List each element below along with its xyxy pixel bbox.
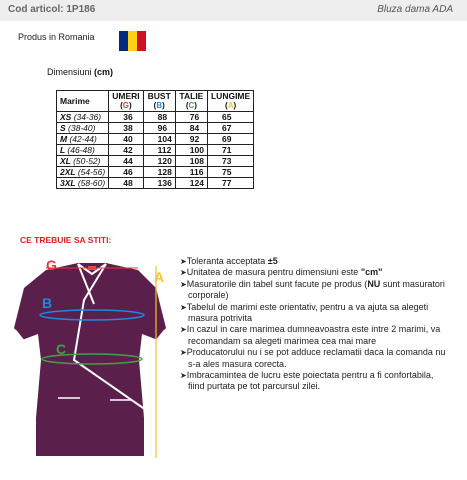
flag-stripe-red bbox=[137, 31, 146, 51]
label-g: G bbox=[46, 257, 57, 273]
arrow-icon: ➤ bbox=[180, 325, 187, 335]
note-after: sunt masuratori corporale) bbox=[188, 278, 445, 301]
size-cell bbox=[57, 156, 109, 167]
product-name: Bluza dama ADA bbox=[377, 4, 453, 15]
table-row bbox=[57, 156, 254, 167]
column-letter-value: A bbox=[227, 101, 234, 110]
value-cell: 108 bbox=[175, 156, 207, 167]
flag-stripe-blue bbox=[119, 31, 128, 51]
note-text: Toleranta acceptata bbox=[186, 256, 268, 266]
size-cell bbox=[57, 178, 109, 189]
column-header bbox=[175, 91, 207, 112]
size-cell bbox=[57, 134, 109, 145]
value-cell: 96 bbox=[143, 123, 175, 134]
size-label: 3XL bbox=[60, 178, 76, 188]
romania-flag-icon bbox=[119, 31, 146, 51]
value-cell: 100 bbox=[175, 145, 207, 156]
value-cell: 92 bbox=[175, 134, 207, 145]
dimensions-unit: (cm) bbox=[94, 67, 114, 77]
column-letter-value: G bbox=[122, 101, 130, 110]
size-label: M bbox=[60, 134, 68, 144]
note-item bbox=[180, 347, 452, 370]
size-cell bbox=[57, 123, 109, 134]
size-label: XS bbox=[60, 112, 72, 122]
column-label: BUST bbox=[147, 91, 171, 101]
dimensions-title-text: Dimensiuni bbox=[47, 67, 92, 77]
note-item bbox=[180, 267, 452, 278]
size-cell bbox=[57, 112, 109, 123]
size-label: L bbox=[60, 145, 66, 155]
value-cell: 67 bbox=[207, 123, 253, 134]
size-cell bbox=[57, 167, 109, 178]
flag-stripe-yellow bbox=[128, 31, 137, 51]
column-letter: (B) bbox=[153, 101, 165, 110]
note-text: In cazul in care marimea dumneavoastra este intre 2 marimi, va recomandam sa alegeti marimea cea mai mare bbox=[186, 324, 441, 346]
value-cell: 71 bbox=[207, 145, 253, 156]
value-cell: 44 bbox=[109, 156, 143, 167]
note-text: Masuratorile din tabel sunt facute pe produs ( bbox=[186, 278, 368, 289]
value-cell: 128 bbox=[143, 167, 175, 178]
size-range: (34-36) bbox=[73, 112, 102, 122]
value-cell: 36 bbox=[109, 112, 143, 123]
size-column-header: Marime bbox=[57, 91, 109, 112]
column-header bbox=[109, 91, 143, 112]
dimensions-title bbox=[47, 67, 113, 77]
value-cell: 75 bbox=[207, 167, 253, 178]
label-c: C bbox=[56, 341, 67, 357]
value-cell: 88 bbox=[143, 112, 175, 123]
shirt-illustration bbox=[6, 248, 171, 474]
value-cell: 73 bbox=[207, 156, 253, 167]
arrow-icon: ➤ bbox=[180, 279, 187, 289]
note-item bbox=[180, 370, 452, 393]
value-cell: 48 bbox=[109, 178, 143, 189]
shirt-diagram bbox=[6, 248, 171, 474]
note-item bbox=[180, 256, 452, 267]
note-bold: ±5 bbox=[267, 256, 278, 266]
value-cell: 116 bbox=[175, 167, 207, 178]
arrow-icon: ➤ bbox=[180, 257, 187, 266]
size-range: (38-40) bbox=[68, 123, 96, 133]
column-label: TALIE bbox=[179, 91, 204, 101]
must-know-title: CE TREBUIE SA STITI: bbox=[20, 235, 112, 245]
arrow-icon: ➤ bbox=[180, 371, 187, 381]
size-cell bbox=[57, 145, 109, 156]
note-item bbox=[180, 302, 452, 325]
column-header bbox=[143, 91, 175, 112]
note-bold: NU bbox=[367, 278, 381, 289]
size-label: XL bbox=[60, 156, 71, 166]
notes-list bbox=[180, 256, 452, 393]
note-text: Unitatea de masura pentru dimensiuni este bbox=[186, 267, 361, 278]
value-cell: 124 bbox=[175, 178, 207, 189]
value-cell: 46 bbox=[109, 167, 143, 178]
column-letter-value: B bbox=[156, 101, 163, 110]
table-row bbox=[57, 145, 254, 156]
value-cell: 40 bbox=[109, 134, 143, 145]
table-row bbox=[57, 178, 254, 189]
arrow-icon: ➤ bbox=[180, 348, 187, 358]
column-label: UMERI bbox=[112, 91, 140, 101]
note-text: Imbracamintea de lucru este poiectata pentru a fi confortabila, fiind purtata pe tot parcursul zilei. bbox=[186, 370, 434, 392]
table-row bbox=[57, 123, 254, 134]
label-a: A bbox=[154, 269, 165, 285]
arrow-icon: ➤ bbox=[180, 302, 187, 312]
size-table bbox=[56, 90, 254, 189]
note-text: Tabelul de marimi este orientativ, pentru a va ajuta sa alegeti masura potrivita bbox=[186, 301, 429, 324]
value-cell: 84 bbox=[175, 123, 207, 134]
column-letter: (A) bbox=[225, 101, 237, 110]
label-b: B bbox=[42, 295, 53, 311]
value-cell: 65 bbox=[207, 112, 253, 123]
size-range: (58-60) bbox=[77, 178, 106, 188]
column-letter: (G) bbox=[120, 101, 132, 110]
note-item bbox=[180, 324, 452, 347]
column-label: LUNGIME bbox=[210, 91, 251, 101]
value-cell: 120 bbox=[143, 156, 175, 167]
note-bold: "cm" bbox=[360, 267, 383, 278]
arrow-icon: ➤ bbox=[180, 268, 187, 278]
value-cell: 76 bbox=[175, 112, 207, 123]
note-item bbox=[180, 279, 452, 302]
size-label: 2XL bbox=[60, 167, 76, 177]
product-code: Cod articol: 1P186 bbox=[8, 4, 96, 15]
value-cell: 136 bbox=[143, 178, 175, 189]
size-range: (50-52) bbox=[73, 156, 101, 166]
value-cell: 104 bbox=[143, 134, 175, 145]
column-letter: (C) bbox=[185, 101, 197, 110]
size-range: (54-56) bbox=[77, 167, 106, 177]
size-label: S bbox=[60, 123, 66, 133]
size-table-body bbox=[57, 112, 254, 189]
column-header bbox=[207, 91, 253, 112]
table-row bbox=[57, 112, 254, 123]
value-cell: 69 bbox=[207, 134, 253, 145]
value-cell: 77 bbox=[207, 178, 253, 189]
origin-label: Produs in Romania bbox=[18, 32, 95, 42]
value-cell: 38 bbox=[109, 123, 143, 134]
size-range: (42-44) bbox=[69, 134, 97, 144]
column-letter-value: C bbox=[188, 101, 195, 110]
value-cell: 112 bbox=[143, 145, 175, 156]
size-table-header bbox=[57, 91, 254, 112]
size-range: (46-48) bbox=[67, 145, 95, 155]
note-text: Producatorului nu i se pot adduce reclamatii daca la comanda nu s-a ales masura corecta. bbox=[186, 347, 446, 369]
header-bar bbox=[0, 0, 467, 21]
value-cell: 42 bbox=[109, 145, 143, 156]
table-row bbox=[57, 167, 254, 178]
table-row bbox=[57, 134, 254, 145]
